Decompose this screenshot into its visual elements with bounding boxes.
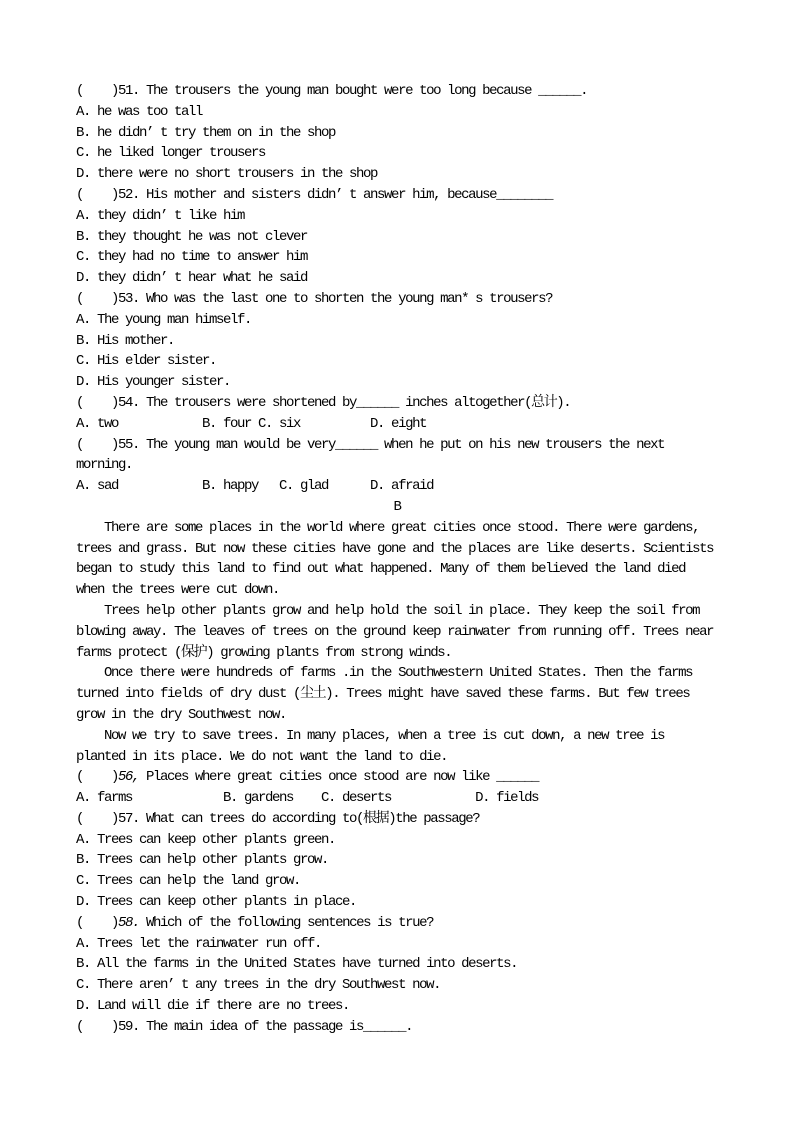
text-run: Trees help other plants grow and help hold the soil in place. They keep the soil from — [76, 602, 700, 619]
text-run: A. Trees let the rainwater run off. — [76, 935, 322, 952]
text-run: Places where great cities once stood are now like ______ — [139, 769, 539, 786]
q54-stem — [76, 393, 718, 414]
text-run: C. they had no time to answer him — [76, 249, 308, 266]
passage-b-p3-line1 — [76, 663, 718, 684]
text-run: ( )54. The trousers were shortened by______ inches altogether(总计). — [76, 394, 571, 411]
q54-options-row — [76, 414, 718, 435]
text-run: ( ) — [76, 914, 119, 931]
text-run: A. two B. four C. six D. eight — [76, 415, 427, 432]
q53-option-c — [76, 351, 718, 372]
q51-option-c — [76, 143, 718, 164]
text-run: A. The young man himself. — [76, 311, 252, 328]
q55-options-row — [76, 476, 718, 497]
text-run: ( )51. The trousers the young man bought were too long because ______. — [76, 83, 588, 99]
q51-stem — [76, 81, 718, 102]
text-run: ( )55. The young man would be very______ when he put on his new trousers the next — [76, 436, 665, 453]
text-run: Once there were hundreds of farms .in the Southwestern United States. Then the farms — [76, 665, 693, 682]
text-run: B. he didn’ t try them on in the shop — [76, 124, 336, 141]
text-run: morning. — [76, 457, 133, 474]
passage-b-p3-line3 — [76, 705, 718, 726]
q55-stem-line2 — [76, 455, 718, 476]
text-run: Which of the following sentences is true? — [139, 914, 434, 931]
text-run: ( )59. The main idea of the passage is______. — [76, 1018, 413, 1035]
text-run: C. There aren’ t any trees in the dry Southwest now. — [76, 977, 441, 994]
q51-option-a — [76, 102, 718, 123]
text-run: ( )57. What can trees do according to(根据)the passage? — [76, 810, 480, 827]
text-run: A. they didn’ t like him — [76, 207, 245, 224]
text-run: B — [393, 498, 401, 515]
q58-option-b — [76, 954, 718, 975]
q58-option-c — [76, 975, 718, 996]
text-run: D. Land will die if there are no trees. — [76, 998, 350, 1015]
text-run: D. they didn’ t hear what he said — [76, 270, 308, 287]
q58-option-d — [76, 996, 718, 1017]
text-run: D. His younger sister. — [76, 374, 231, 391]
q58-option-a — [76, 934, 718, 955]
text-run: ( )53. Who was the last one to shorten the young man* s trousers? — [76, 290, 553, 307]
text-run: C. His elder sister. — [76, 353, 217, 370]
text-run: B. they thought he was not clever — [76, 228, 308, 245]
passage-b-p4-line1 — [76, 726, 718, 747]
q57-option-a — [76, 830, 718, 851]
text-run: when the trees were cut down. — [76, 582, 280, 599]
q57-option-d — [76, 892, 718, 913]
q58-stem — [76, 913, 718, 934]
document-lines — [76, 81, 718, 1038]
q57-stem — [76, 809, 718, 830]
text-run: A. he was too tall — [76, 103, 203, 120]
q59-stem — [76, 1017, 718, 1038]
q56-stem — [76, 767, 718, 788]
text-run: grow in the dry Southwest now. — [76, 706, 287, 723]
passage-b-p3-line2 — [76, 684, 718, 705]
text-run: B. His mother. — [76, 332, 175, 349]
passage-b-p2-line1 — [76, 601, 718, 622]
q52-stem — [76, 185, 718, 206]
text-run: C. Trees can help the land grow. — [76, 873, 301, 890]
text-run: D. Trees can keep other plants in place. — [76, 894, 357, 911]
text-run: C. he liked longer trousers — [76, 145, 266, 162]
italic-question-number: 58. — [118, 914, 140, 931]
q57-option-b — [76, 850, 718, 871]
text-run: B. All the farms in the United States have turned into deserts. — [76, 956, 518, 973]
text-run: A. sad B. happy C. glad D. afraid — [76, 478, 434, 495]
q56-options-row — [76, 788, 718, 809]
q55-stem-line1 — [76, 435, 718, 456]
text-run: began to study this land to find out what happened. Many of them believed the land died — [76, 561, 686, 578]
text-run: A. Trees can keep other plants green. — [76, 831, 336, 848]
text-run: D. there were no short trousers in the shop — [76, 166, 378, 183]
passage-b-p1-line2 — [76, 539, 718, 560]
passage-b-p4-line2 — [76, 747, 718, 768]
passage-b-p1-line3 — [76, 559, 718, 580]
q53-option-d — [76, 372, 718, 393]
q52-option-d — [76, 268, 718, 289]
q51-option-b — [76, 123, 718, 144]
section-b-heading — [76, 497, 718, 518]
q57-option-c — [76, 871, 718, 892]
text-run: turned into fields of dry dust (尘土). Trees might have saved these farms. But few trees — [76, 686, 690, 703]
text-run: There are some places in the world where great cities once stood. There were gardens, — [76, 519, 700, 536]
italic-question-number: 56, — [118, 769, 140, 786]
text-run: trees and grass. But now these cities have gone and the places are like deserts. Scientists — [76, 540, 714, 557]
text-run: ( )52. His mother and sisters didn’ t answer him, because________ — [76, 186, 553, 203]
q53-stem — [76, 289, 718, 310]
text-run: farms protect (保护) growing plants from strong winds. — [76, 644, 452, 661]
text-run: Now we try to save trees. In many places, when a tree is cut down, a new tree is — [76, 727, 665, 744]
q53-option-a — [76, 310, 718, 331]
passage-b-p2-line3 — [76, 643, 718, 664]
text-run: A. farms B. gardens C. deserts D. fields — [76, 790, 539, 807]
text-run: blowing away. The leaves of trees on the ground keep rainwater from running off. Trees near — [76, 623, 714, 640]
q51-option-d — [76, 164, 718, 185]
text-run: ( ) — [76, 769, 119, 786]
text-run: planted in its place. We do not want the land to die. — [76, 748, 448, 765]
passage-b-p1-line4 — [76, 580, 718, 601]
q53-option-b — [76, 331, 718, 352]
q52-option-b — [76, 227, 718, 248]
q52-option-c — [76, 247, 718, 268]
passage-b-p1-line1 — [76, 518, 718, 539]
passage-b-p2-line2 — [76, 622, 718, 643]
text-run: B. Trees can help other plants grow. — [76, 852, 329, 869]
q52-option-a — [76, 206, 718, 227]
